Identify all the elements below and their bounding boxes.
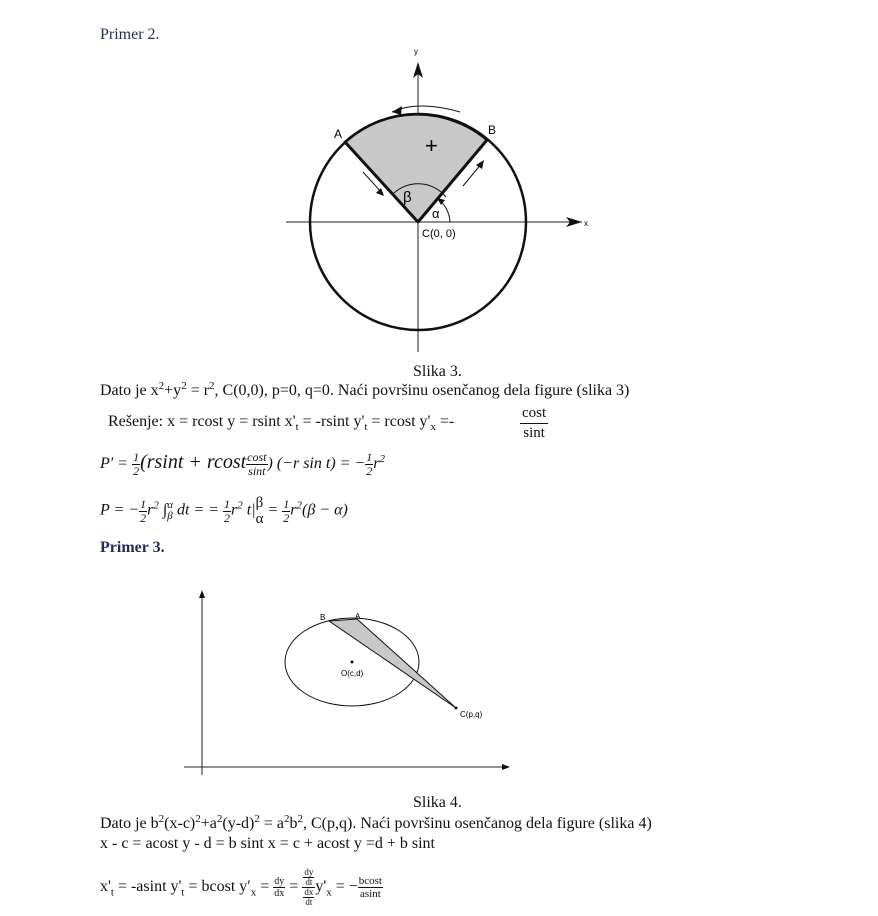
shaded-triangle [329, 619, 456, 708]
point-C [455, 707, 458, 710]
figure-4-ellipse [180, 588, 514, 778]
label-O: O(c,d) [341, 669, 364, 678]
label-B4: B [320, 613, 326, 622]
pprime-formula: P′ = $\frac{1}{2}$ (rsint + rcost $\frac{\cos t}{\sin t}$ ) (−r sin t) = − $\frac{1}{2}$ $r^2$ [100, 450, 385, 478]
problem3-derivatives: $x'_t = -asint$ $y'_t = bcost$ $y'_x$ = $\frac{dy}{dx}$ = $\frac{\frac{dy}{dt}}{\frac{dx}{dt}}$ $y'_x$ = − $\frac{bcost}{asint}$ [100, 867, 382, 907]
label-C4: C(p,q) [460, 710, 483, 719]
primer2-heading: Primer 2. [100, 26, 160, 43]
top-arrow [392, 106, 460, 112]
caption-slika-3: Slika 3. [413, 363, 462, 380]
label-A: A [334, 127, 343, 141]
shaded-sector [345, 114, 487, 222]
primer3-heading: Primer 3. [100, 539, 165, 556]
label-A4: A [355, 612, 361, 621]
center-dot [351, 661, 354, 664]
label-center: C(0, 0) [422, 228, 456, 240]
label-beta: β [403, 189, 412, 206]
problem3-statement: Dato je $b^2(x-c)^2+a^2(y-d)^2 = a^2b^2$, C(p,q). Naći površinu osenčanog dela figure (slika 4) [100, 813, 652, 832]
label-y: y [414, 47, 418, 56]
p-formula: P = − $\frac{1}{2}$ $r^2$ ∫ α β dt = = $\frac{1}{2}$ $r^2$ t| β α = $\frac{1}{2}$ $r^2(\beta - \alpha)$ [100, 495, 348, 527]
solution2-line: Rešenje: x = rcost y = rsint $x'_t = -rsint$ $y'_t = rcost$ $y'_x$ =- [108, 413, 455, 434]
problem3-parametrization: x - c = acost y - d = b sint x = c + acost y =d + b sint [100, 835, 435, 852]
label-B: B [488, 123, 497, 137]
label-plus: + [425, 133, 438, 158]
caption-slika-4: Slika 4. [413, 794, 462, 811]
label-alpha: α [432, 206, 440, 221]
solution2-fraction: cost sint [522, 405, 547, 441]
figure-3-circle-sector [280, 44, 600, 359]
problem2-statement: Dato je $x^2+y^2 = r^2$, C(0,0), p=0, q=0. Naći površinu osenčanog dela figure (slika 3) [100, 380, 630, 399]
label-x: x [584, 219, 588, 228]
